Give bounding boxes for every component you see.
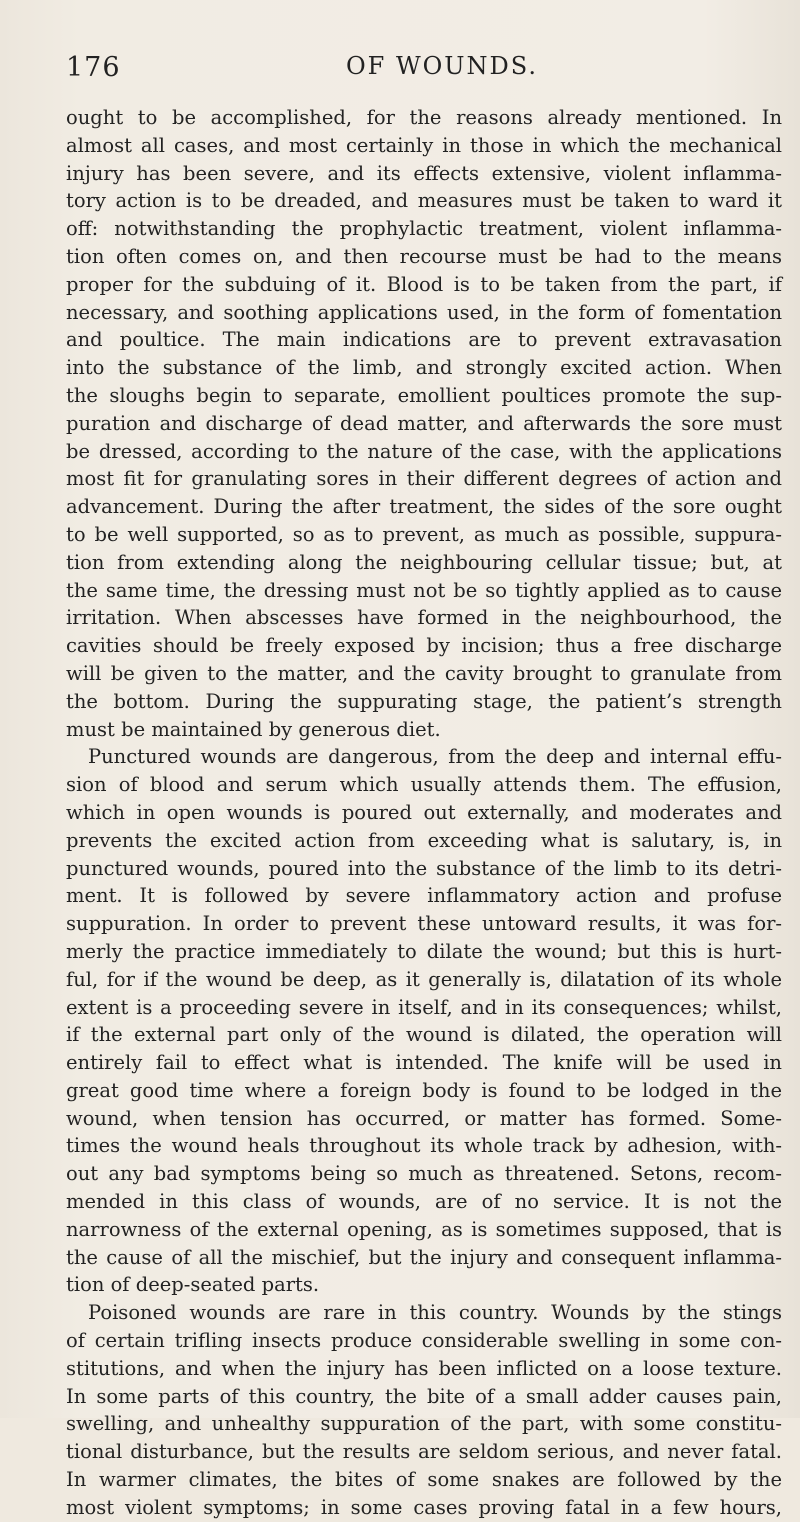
text-line: great good time where a foreign body is found to be lodged in the <box>66 1078 782 1102</box>
text-line: times the wound heals throughout its whole track by adhesion, with- <box>66 1134 782 1158</box>
text-line: tion of deep-seated parts. <box>66 1273 320 1297</box>
text-line: the sloughs begin to separate, emollient poultices promote the sup- <box>66 383 782 407</box>
text-line: wound, when tension has occurred, or matter has formed. Some- <box>66 1106 782 1130</box>
text-line: prevents the excited action from exceeding what is salutary, is, in <box>66 828 782 852</box>
running-head: OF WOUNDS. <box>346 52 538 80</box>
body-text <box>66 104 782 1522</box>
text-line: ought to be accomplished, for the reasons already mentioned. In <box>66 106 782 129</box>
text-line: narrowness of the external opening, as is sometimes supposed, that is <box>66 1217 782 1241</box>
text-line: entirely fail to effect what is intended. The knife will be used in <box>66 1051 782 1075</box>
text-line: tory action is to be dreaded, and measures must be taken to ward it <box>66 189 782 213</box>
text-line: proper for the subduing of it. Blood is to be taken from the part, if <box>66 272 782 296</box>
text-line: most violent symptoms; in some cases proving fatal in a few hours, <box>66 1495 782 1519</box>
text-line: mended in this class of wounds, are of no service. It is not the <box>66 1190 782 1214</box>
text-line: if the external part only of the wound is dilated, the operation will <box>66 1023 782 1047</box>
text-line: irritation. When abscesses have formed in the neighbourhood, the <box>66 606 782 630</box>
text-line: advancement. During the after treatment, the sides of the sore ought <box>66 495 782 519</box>
text-line: will be given to the matter, and the cavity brought to granulate from <box>66 661 782 685</box>
text-line: tion often comes on, and then recourse must be had to the means <box>66 244 782 268</box>
text-line: tional disturbance, but the results are seldom serious, and never fatal. <box>66 1440 782 1464</box>
text-line: swelling, and unhealthy suppuration of the part, with some constitu- <box>66 1412 782 1436</box>
text-line: In warmer climates, the bites of some snakes are followed by the <box>66 1468 782 1492</box>
page-header <box>66 52 760 92</box>
text-line: and poultice. The main indications are to prevent extravasation <box>66 328 782 352</box>
text-line: almost all cases, and most certainly in those in which the mechanical <box>66 133 782 157</box>
text-line: ful, for if the wound be deep, as it generally is, dilatation of its whole <box>66 967 782 991</box>
text-line: Poisoned wounds are rare in this country. Wounds by the stings <box>88 1301 782 1325</box>
text-line: sion of blood and serum which usually attends them. The effusion, <box>66 773 782 797</box>
text-line: extent is a proceeding severe in itself, and in its consequences; whilst, <box>66 995 782 1019</box>
text-line: be dressed, according to the nature of the case, with the applications <box>66 439 782 463</box>
text-line: puration and discharge of dead matter, and afterwards the sore must <box>66 411 782 435</box>
text-line: merly the practice immediately to dilate the wound; but this is hurt- <box>66 939 782 963</box>
text-line: injury has been severe, and its effects extensive, violent inflamma- <box>66 161 782 185</box>
text-line: suppuration. In order to prevent these untoward results, it was for- <box>66 912 782 936</box>
page-number: 176 <box>66 52 121 83</box>
text-line: In some parts of this country, the bite of a small adder causes pain, <box>66 1384 782 1408</box>
text-line: out any bad symptoms being so much as threatened. Setons, recom- <box>66 1162 782 1186</box>
text-line: of certain trifling insects produce considerable swelling in some con- <box>66 1329 782 1353</box>
text-line: the cause of all the mischief, but the injury and consequent inflamma- <box>66 1245 782 1269</box>
text-line: off: notwithstanding the prophylactic treatment, violent inflamma- <box>66 217 782 241</box>
text-line: most fit for granulating sores in their different degrees of action and <box>66 467 782 491</box>
text-line: Punctured wounds are dangerous, from the deep and internal effu- <box>88 745 782 769</box>
text-line: which in open wounds is poured out externally, and moderates and <box>66 800 782 824</box>
text-line: to be well supported, so as to prevent, as much as possible, suppura- <box>66 522 782 546</box>
text-line: the same time, the dressing must not be so tightly applied as to cause <box>66 578 782 602</box>
text-line: cavities should be freely exposed by incision; thus a free discharge <box>66 634 782 658</box>
text-line: tion from extending along the neighbouring cellular tissue; but, at <box>66 550 782 574</box>
text-line: stitutions, and when the injury has been inflicted on a loose texture. <box>66 1356 782 1380</box>
text-line: punctured wounds, poured into the substance of the limb to its detri- <box>66 856 782 880</box>
text-line: ment. It is followed by severe inflammatory action and profuse <box>66 884 782 908</box>
text-line: necessary, and soothing applications used, in the form of fomentation <box>66 300 782 324</box>
text-line: into the substance of the limb, and strongly excited action. When <box>66 356 782 380</box>
text-line: the bottom. During the suppurating stage, the patient’s strength <box>66 689 782 713</box>
text-line: must be maintained by generous diet. <box>66 717 441 741</box>
